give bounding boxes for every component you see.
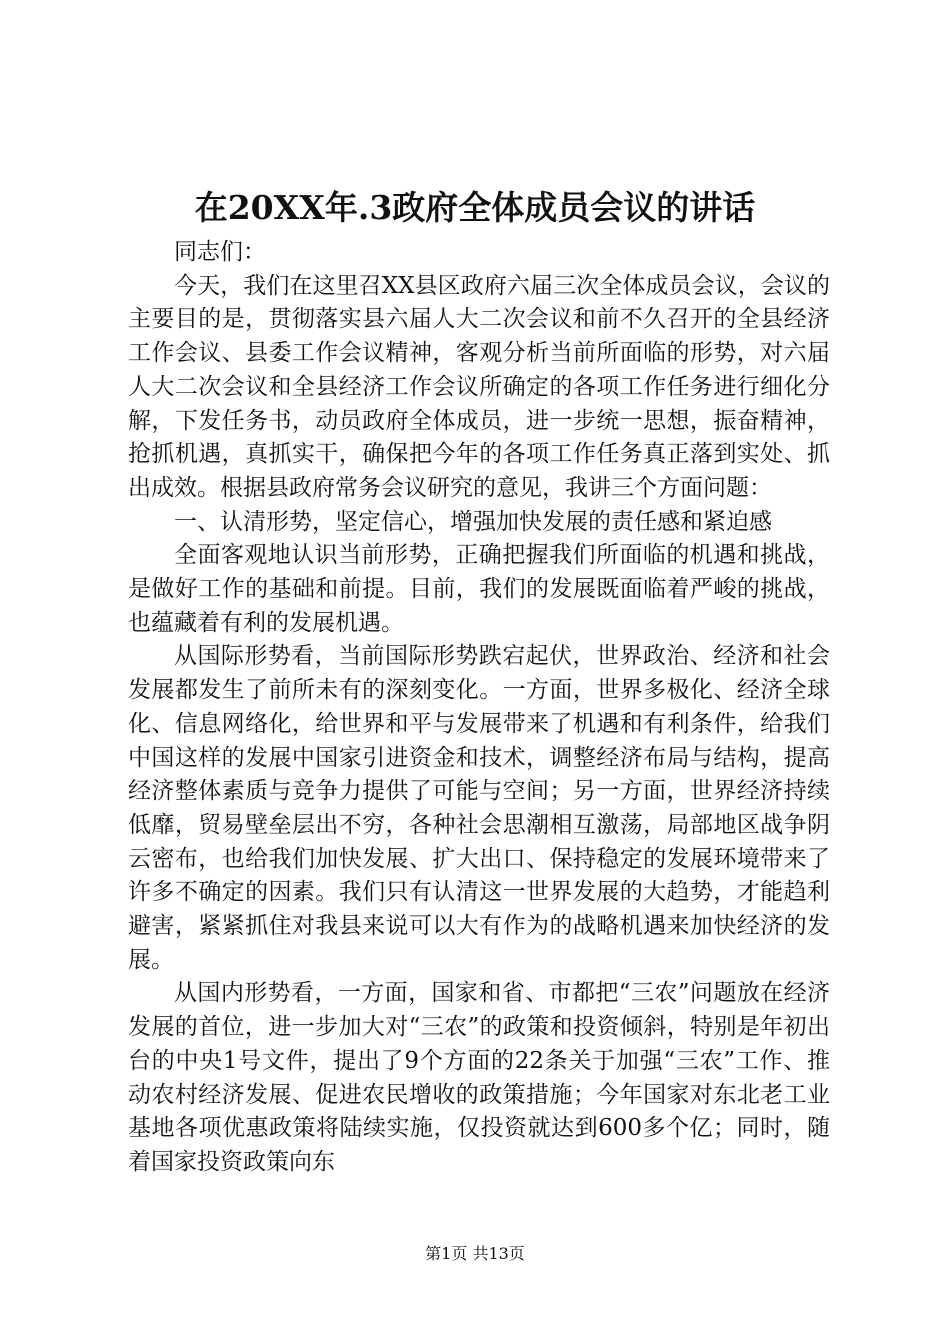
section-heading-1: 一、认清形势，坚定信心，增强加快发展的责任感和紧迫感 <box>174 508 772 535</box>
paragraph-situation: 全面客观地认识当前形势，正确把握我们所面临的机遇和挑战，是做好工作的基础和前提。目前，我们的发展既面临着严峻的挑战，也蕴藏着有利的发展机遇。 <box>128 542 830 636</box>
paragraph-domestic: 从国内形势看，一方面，国家和省、市都把“三农”问题放在经济发展的首位，进一步加大对“三农”的政策和投资倾斜，特别是年初出台的中央1号文件，提出了9个方面的22条关于加强“三农”工作、推动农村经济发展、促进农民增收的政策措施；今年国家对东北老工业基地各项优惠政策将陆续实施，仅投资就达到600多个亿；同时，随着国家投资政策向东 <box>128 980 830 1175</box>
document-title: 在20XX年.3政府全体成员会议的讲话 <box>194 188 756 227</box>
document-body <box>128 236 830 1180</box>
paragraph-salutation: 同志们： <box>174 239 266 265</box>
paragraph-international: 从国际形势看，当前国际形势跌宕起伏，世界政治、经济和社会发展都发生了前所未有的深刻变化。一方面，世界多极化、经济全球化、信息网络化，给世界和平与发展带来了机遇和有利条件，给我们中国这样的发展中国家引进资金和技术，调整经济布局与结构，提高经济整体素质与竞争力提供了可能与空间；另一方面，世界经济持续低靡，贸易壁垒层出不穷，各种社会思潮相互激荡，局部地区战争阴云密布，也给我们加快发展、扩大出口、保持稳定的发展环境带来了许多不确定的因素。我们只有认清这一世界发展的大趋势，才能趋利避害，紧紧抓住对我县来说可以大有作为的战略机遇来加快经济的发展。 <box>128 643 830 973</box>
page-footer: 第1页 共13页 <box>425 1244 525 1263</box>
paragraph-intro: 今天，我们在这里召XX县区政府六届三次全体成员会议，会议的主要目的是，贯彻落实县六届人大二次会议和前不久召开的全县经济工作会议、县委工作会议精神，客观分析当前所面临的形势，对六届人大二次会议和全县经济工作会议所确定的各项工作任务进行细化分解，下发任务书，动员政府全体成员，进一步统一思想，振奋精神，抢抓机遇，真抓实干，确保把今年的各项工作任务真正落到实处、抓出成效。根据县政府常务会议研究的意见，我讲三个方面问题： <box>128 272 830 501</box>
